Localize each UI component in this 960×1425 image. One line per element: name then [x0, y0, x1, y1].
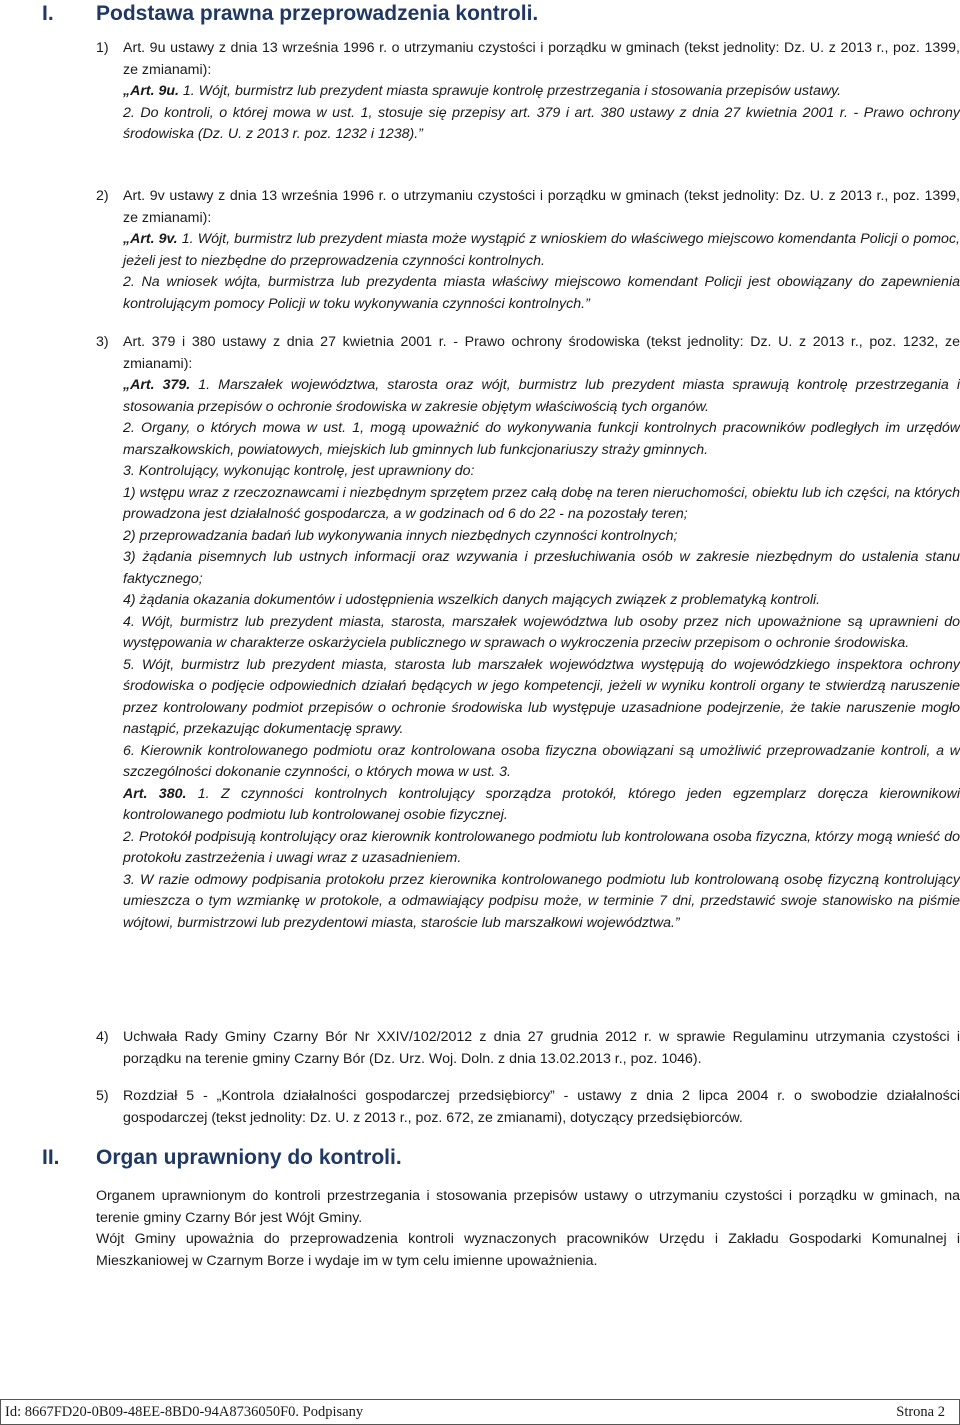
article-heading: „Art. 379.: [123, 377, 191, 393]
legal-basis-item-1: [96, 38, 960, 146]
section-1-title: Podstawa prawna przeprowadzenia kontroli.: [96, 2, 539, 25]
quote-paragraph: 5. Wójt, burmistrz lub prezydent miasta, starosta lub marszałek województwa występują do wojewódzkiego inspektora ochrony środowiska o podjęcie odpowiednich działań będących w jego kompetencji, jeżeli w wyniku kontroli organy te stwierdzą naruszenie przez kontrolowany podmiot przepisów o ochronie środowiska lub występuje uzasadnione podejrzenie, że takie naruszenie mogło nastąpić, przekazując dokumentację sprawy.: [123, 656, 960, 737]
body-paragraph: Organem uprawnionym do kontroli przestrzegania i stosowania przepisów ustawy o utrzymaniu czystości i porządku w gminach, na terenie gminy Czarny Bór jest Wójt Gminy.: [96, 1188, 960, 1226]
section-2-heading: [42, 1146, 402, 1170]
quote-paragraph: 2. Do kontroli, o której mowa w ust. 1, stosuje się przepisy art. 379 i art. 380 ustawy z dnia 27 kwietnia 2001 r. - Prawo ochrony środowiska (Dz. U. z 2013 r. poz. 1232 i 1238).”: [123, 104, 960, 142]
legal-basis-item-2: [96, 186, 960, 315]
document-id: Id: 8667FD20-0B09-48EE-8BD0-94A8736050F0. Podpisany: [5, 1404, 364, 1420]
item-number: 4): [96, 1029, 109, 1045]
item-number: 1): [96, 40, 109, 56]
quote-paragraph: 2. Protokół podpisują kontrolujący oraz kierownik kontrolowanego podmiotu lub kontrolowana osoba fizyczna, którzy mogą wnieść do protokołu zastrzeżenia i uwagi wraz z uzasadnieniem.: [123, 828, 960, 866]
quote-paragraph: 1. Marszałek województwa, starosta oraz wójt, burmistrz lub prezydent miasta sprawują kontrolę przestrzegania i stosowania przepisów o ochronie środowiska w zakresie objętym właściwością tych organów.: [123, 377, 960, 415]
quote-paragraph: 2. Na wniosek wójta, burmistrza lub prezydenta miasta właściwy miejscowo komendant Policji jest obowiązany do zapewnienia kontrolującym pomocy Policji w toku wykonywania czynności kontrolnych.”: [123, 274, 960, 312]
section-1-heading: [42, 2, 538, 26]
quote-paragraph: 4. Wójt, burmistrz lub prezydent miasta, starosta, marszałek województwa lub osoby przez nich upoważnione są uprawnieni do występowania w charakterze oskarżyciela publicznego w sprawach o wykroczenia przeciw przepisom o ochronie środowiska.: [123, 613, 960, 651]
quote-paragraph: 4) żądania okazania dokumentów i udostępnienia wszelkich danych mających związek z problematyką kontroli.: [123, 592, 821, 608]
signature-footer: [0, 1399, 960, 1425]
item-number: 3): [96, 334, 109, 350]
section-2-body: [96, 1186, 960, 1272]
quote-paragraph: 2) przeprowadzania badań lub wykonywania innych niezbędnych czynności kontrolnych;: [123, 527, 678, 544]
legal-basis-item-4: [96, 1027, 960, 1070]
page-number: Strona 2: [896, 1404, 945, 1420]
quote: [123, 229, 960, 315]
quote-paragraph: 2. Organy, o których mowa w ust. 1, mogą upoważnić do wykonywania funkcji kontrolnych pracowników podległych im urzędów marszałkowskich, powiatowych, miejskich lub gminnych lub funkcjonariuszy straży gminnych.: [123, 420, 960, 458]
quote-art-379: [123, 375, 960, 784]
quote-paragraph: 3. Kontrolujący, wykonując kontrolę, jest uprawniony do:: [123, 463, 475, 479]
quote-paragraph: 1) wstępu wraz z rzeczoznawcami i niezbędnym sprzętem przez całą dobę na teren nieruchomości, obiektu lub ich części, na których prowadzona jest działalność gospodarcza, a w godzinach od 6 do 22 - na pozostały teren;: [123, 484, 960, 522]
item-text: Art. 379 i 380 ustawy z dnia 27 kwietnia 2001 r. - Prawo ochrony środowiska (tekst jednolity: Dz. U. z 2013 r., poz. 1232, ze zmianami):: [123, 334, 960, 372]
body-paragraph: Wójt Gminy upoważnia do przeprowadzenia kontroli wyznaczonych pracowników Urzędu i Zakładu Gospodarki Komunalnej i Mieszkaniowej w Czarnym Borze i wydaje im w tym celu imienne upoważnienia.: [96, 1231, 960, 1269]
item-number: 2): [96, 188, 109, 204]
item-text: Art. 9u ustawy z dnia 13 września 1996 r. o utrzymaniu czystości i porządku w gminach (tekst jednolity: Dz. U. z 2013 r., poz. 1399, ze zmianami):: [123, 40, 960, 78]
quote-art-380: [123, 784, 960, 935]
legal-basis-item-3: [96, 332, 960, 934]
article-heading: „Art. 9v.: [123, 231, 178, 247]
article-heading: „Art. 9u.: [123, 83, 179, 99]
item-text: Rozdział 5 - „Kontrola działalności gospodarczej przedsiębiorcy” - ustawy z dnia 2 lipca 2004 r. o swobodzie działalności gospodarczej (tekst jednolity: Dz. U. z 2013 r., poz. 672, ze zmianami), dotyczący przedsiębiorców.: [123, 1088, 960, 1126]
item-text: Uchwała Rady Gminy Czarny Bór Nr XXIV/102/2012 z dnia 27 grudnia 2012 r. w sprawie Regulaminu utrzymania czystości i porządku na terenie gminy Czarny Bór (Dz. Urz. Woj. Doln. z dnia 13.02.2013 r., poz. 1046).: [123, 1029, 960, 1067]
section-1-number: I.: [42, 2, 54, 25]
section-2-title: Organ uprawniony do kontroli.: [96, 1146, 402, 1169]
quote-paragraph: 3) żądania pisemnych lub ustnych informacji oraz wzywania i przesłuchiwania osób w zakresie niezbędnym do ustalenia stanu faktycznego;: [123, 549, 960, 587]
article-heading: Art. 380.: [123, 785, 187, 802]
quote-paragraph: 6. Kierownik kontrolowanego podmiotu oraz kontrolowana osoba fizyczna obowiązani są umożliwić przeprowadzanie kontroli, a w szczególności dokonanie czynności, o których mowa w ust. 3.: [123, 742, 960, 780]
item-number: 5): [96, 1088, 109, 1104]
quote-paragraph: 3. W razie odmowy podpisania protokołu przez kierownika kontrolowanego podmiotu lub kontrolowaną osobę fizyczną kontrolujący umieszcza o tym wzmiankę w protokole, a odmawiający podpisu może, w terminie 7 dni, przedstawić swoje stanowisko na piśmie wójtowi, burmistrzowi lub prezydentowi miasta, staroście lub marszałkowi województwa.”: [123, 871, 960, 931]
item-text: Art. 9v ustawy z dnia 13 września 1996 r. o utrzymaniu czystości i porządku w gminach (tekst jednolity: Dz. U. z 2013 r., poz. 1399, ze zmianami):: [123, 188, 960, 226]
quote-paragraph: 1. Z czynności kontrolnych kontrolujący sporządza protokół, którego jeden egzemplarz doręcza kierownikowi kontrolowanego podmiotu lub kontrolowanej osobie fizycznej.: [123, 785, 960, 823]
section-2-number: II.: [42, 1146, 60, 1169]
quote-paragraph: 1. Wójt, burmistrz lub prezydent miasta może wystąpić z wnioskiem do właściwego miejscowo komendanta Policji o pomoc, jeżeli jest to niezbędne do przeprowadzenia czynności kontrolnych.: [123, 231, 960, 269]
quote: [123, 81, 960, 146]
quote-paragraph: 1. Wójt, burmistrz lub prezydent miasta sprawuje kontrolę przestrzegania i stosowania przepisów ustawy.: [178, 83, 842, 99]
legal-basis-item-5: [96, 1086, 960, 1129]
